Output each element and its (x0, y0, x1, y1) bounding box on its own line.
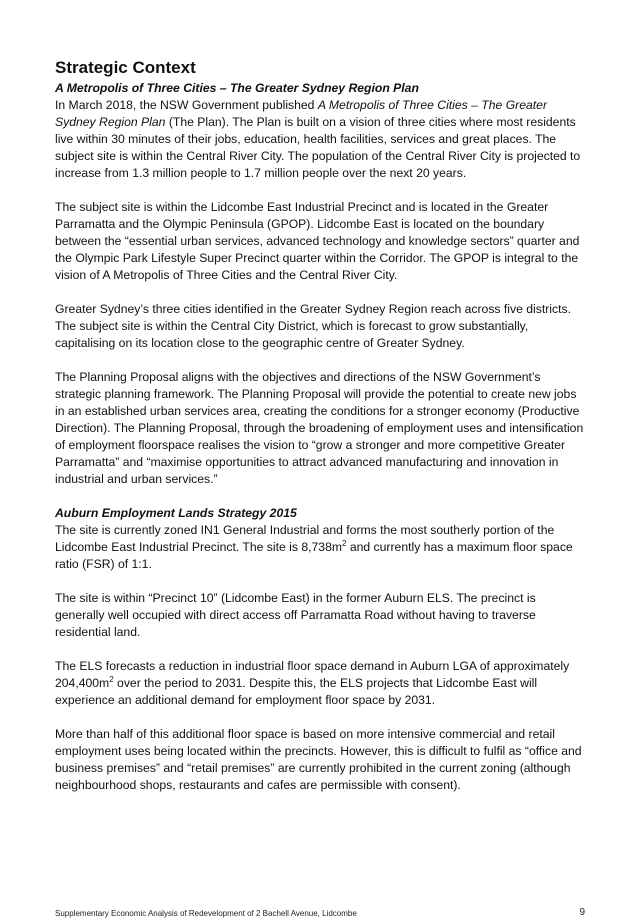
paragraph-precinct-10: The site is within “Precinct 10” (Lidcombe East) in the former Auburn ELS. The precinct is generally well occupied with direct access off Parramatta Road without having to traverse residential land. (55, 591, 536, 639)
document-body (55, 58, 585, 794)
paragraph-gpop: The subject site is within the Lidcombe East Industrial Precinct and is located in the Greater Parramatta and the Olympic Peninsula (GPOP). Lidcombe East is located on the boundary between the “essential urban services, advanced technology and knowledge sectors” quarter and the Olympic Park Lifestyle Super Precinct quarter within the Corridor. The GPOP is integral to the vision of A Metropolis of Three Cities and the Central River City. (55, 200, 580, 282)
paragraph-text: The site is currently zoned IN1 General Industrial and forms the most southerly portion of the Lidcombe East Industrial Precinct. The site is 8,738m (55, 523, 555, 554)
superscript: 2 (109, 674, 114, 684)
paragraph-text: (The Plan). The Plan is built on a vision of three cities where most residents live within 30 minutes of their jobs, education, health facilities, services and great places. The subject site is within the Central River City. The population of the Central River City is projected to increase from 1.3 million people to 1.7 million people over the next 20 years. (55, 115, 581, 180)
footer-text: Supplementary Economic Analysis of Redevelopment of 2 Bachell Avenue, Lidcombe (55, 909, 357, 918)
subheading-els: Auburn Employment Lands Strategy 2015 (55, 506, 297, 520)
paragraph-text: over the period to 2031. Despite this, the ELS projects that Lidcombe East will experience an additional demand for employment floor space by 2031. (55, 676, 538, 707)
paragraph-districts: Greater Sydney’s three cities identified in the Greater Sydney Region reach across five districts. The subject site is within the Central City District, which is forecast to grow substantially, capitalising on its location close to the geographic centre of Greater Sydney. (55, 302, 571, 350)
plan-title-italic: A Metropolis of Three Cities – The Greater Sydney Region Plan (55, 98, 548, 129)
paragraph-floor-space: More than half of this additional floor space is based on more intensive commercial and retail employment uses being located within the precincts. However, this is difficult to fulfil as “office and business premises” and “retail premises” are currently prohibited in the current zoning (although neighbourhood shops, restaurants and cafes are permissible with consent). (55, 727, 582, 792)
page-footer (55, 909, 585, 919)
paragraph-text: and currently has a maximum floor space ratio (FSR) of 1:1. (55, 540, 573, 571)
paragraph-els-forecast (55, 658, 585, 709)
paragraph-planning-proposal: The Planning Proposal aligns with the objectives and directions of the NSW Government’s strategic planning framework. The Planning Proposal will provide the potential to create new jobs in an established urban services area, creating the conditions for a stronger economy (Productive Direction). The Planning Proposal, through the broadening of employment uses and intensification of employment floorspace realises the vision to “grow a stronger and more competitive Greater Parramatta” and “maximise opportunities to attract advanced manufacturing and innovation in industrial and urban services.” (55, 370, 584, 486)
paragraph-text: In March 2018, the NSW Government published (55, 98, 318, 112)
section-title: Strategic Context (55, 58, 196, 77)
superscript: 2 (342, 538, 347, 548)
subheading-region-plan: A Metropolis of Three Cities – The Greater Sydney Region Plan (55, 81, 419, 95)
page-number: 9 (579, 907, 585, 918)
paragraph-region-plan (55, 97, 585, 182)
paragraph-text: The ELS forecasts a reduction in industrial floor space demand in Auburn LGA of approximately 204,400m (55, 659, 570, 690)
paragraph-zoning (55, 522, 585, 573)
